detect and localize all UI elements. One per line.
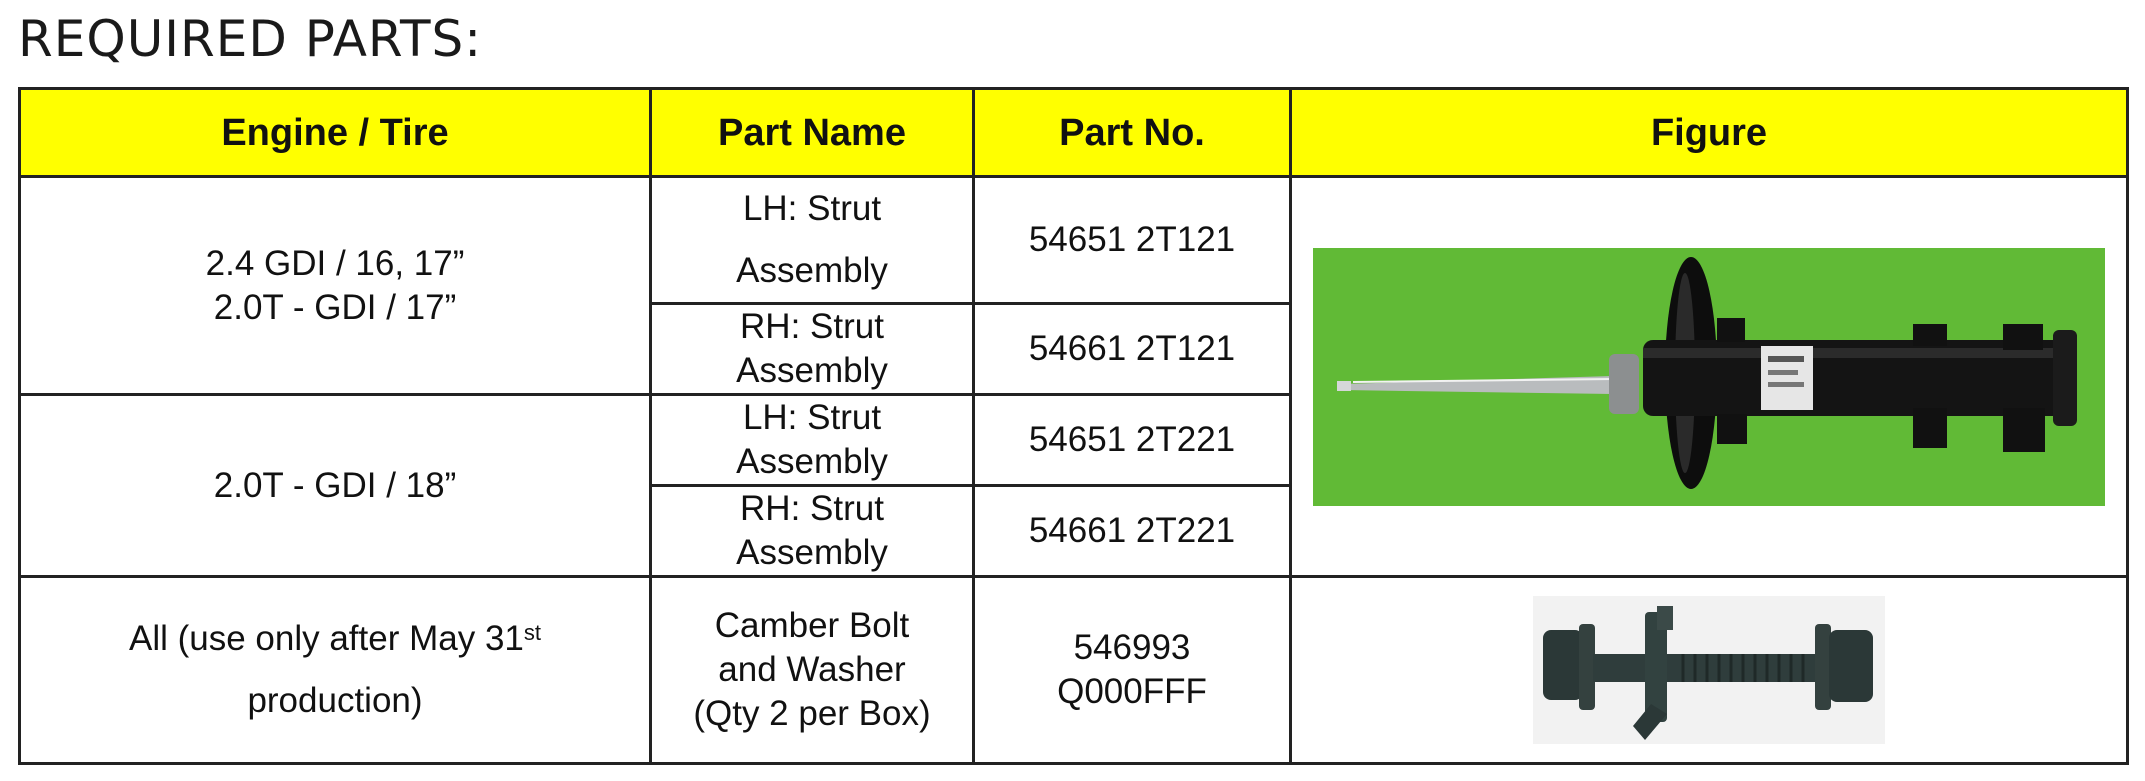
engine-line: 2.0T - GDI / 17” bbox=[213, 287, 457, 327]
part-name-line: Assembly bbox=[736, 442, 888, 481]
figure-cell-strut bbox=[1291, 177, 2128, 577]
engine-tire-cell bbox=[20, 577, 651, 764]
part-name-line: and Washer bbox=[718, 650, 906, 689]
part-no-cell: 54651 2T221 bbox=[974, 395, 1291, 486]
engine-text: All (use only after May 31 bbox=[128, 619, 524, 658]
engine-line: production) bbox=[247, 681, 423, 720]
part-name-cell bbox=[651, 577, 974, 764]
part-name-line: RH: Strut bbox=[740, 489, 884, 528]
bolt-head-left bbox=[1543, 630, 1583, 700]
ordinal-suffix: st bbox=[523, 620, 542, 645]
figure-cell-bolt bbox=[1291, 577, 2128, 764]
part-no-cell: 54661 2T221 bbox=[974, 486, 1291, 577]
header-part-name: Part Name bbox=[651, 89, 974, 177]
page-title: REQUIRED PARTS: bbox=[18, 10, 483, 68]
part-no-cell: 54661 2T121 bbox=[974, 304, 1291, 395]
part-name-line: RH: Strut bbox=[740, 307, 884, 346]
engine-line: 2.4 GDI / 16, 17” bbox=[205, 243, 465, 283]
camber-bolt-image bbox=[1533, 596, 1885, 744]
strut-assembly-image bbox=[1313, 248, 2105, 506]
part-name-line: Assembly bbox=[736, 533, 888, 572]
part-name-line: LH: Strut bbox=[742, 189, 882, 228]
part-name-line: (Qty 2 per Box) bbox=[693, 694, 931, 733]
header-figure: Figure bbox=[1291, 89, 2128, 177]
engine-tire-cell bbox=[20, 395, 651, 577]
bolt-nut-right bbox=[1829, 630, 1873, 702]
part-name-cell bbox=[651, 486, 974, 577]
part-name-cell bbox=[651, 395, 974, 486]
strut-label bbox=[1761, 346, 1813, 410]
engine-line bbox=[21, 608, 649, 670]
table-row bbox=[20, 577, 2128, 764]
part-name-line: Camber Bolt bbox=[714, 606, 910, 645]
part-no-line: Q000FFF bbox=[1057, 672, 1207, 711]
header-part-no: Part No. bbox=[974, 89, 1291, 177]
header-engine-tire: Engine / Tire bbox=[20, 89, 651, 177]
table-header-row bbox=[20, 89, 2128, 177]
engine-tire-cell bbox=[20, 177, 651, 395]
part-no-cell bbox=[974, 577, 1291, 764]
part-name-cell bbox=[651, 177, 974, 304]
table-row bbox=[20, 177, 2128, 304]
part-name-line: Assembly bbox=[736, 251, 888, 290]
part-name-line: Assembly bbox=[736, 351, 888, 390]
part-name-cell bbox=[651, 304, 974, 395]
part-name-line: LH: Strut bbox=[742, 398, 882, 437]
part-no-line: 546993 bbox=[1073, 628, 1191, 667]
engine-line: 2.0T - GDI / 18” bbox=[213, 465, 457, 505]
required-parts-table bbox=[18, 87, 2129, 765]
part-no-cell: 54651 2T121 bbox=[974, 177, 1291, 304]
